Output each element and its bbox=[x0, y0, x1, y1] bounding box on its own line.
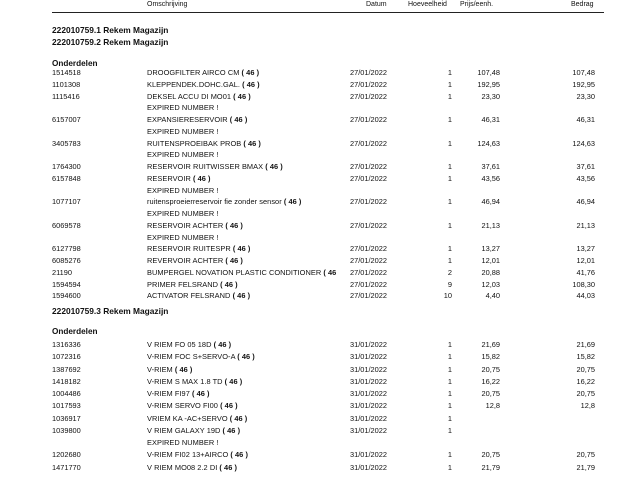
row-unit-price: 13,27 bbox=[481, 244, 500, 254]
row-amount: 44,03 bbox=[576, 291, 595, 301]
row-tag: ( 46 ) bbox=[224, 376, 243, 386]
row-code: 1017593 bbox=[52, 401, 81, 411]
row-date: 31/01/2022 bbox=[350, 352, 387, 362]
table-note-row bbox=[0, 102, 640, 113]
row-quantity: 1 bbox=[447, 401, 452, 411]
row-unit-price: 12,01 bbox=[481, 256, 500, 265]
row-amount: 43,56 bbox=[576, 173, 595, 183]
section-title: 222010759.2 Rekem Magazijn bbox=[52, 37, 169, 47]
table-row bbox=[0, 267, 640, 278]
row-tag: ( 46 ) bbox=[225, 256, 243, 265]
row-description-text: BUMPERGEL NOVATION PLASTIC CONDITIONER bbox=[147, 267, 322, 277]
table-row bbox=[0, 161, 640, 172]
row-quantity: 1 bbox=[447, 115, 452, 124]
row-description bbox=[147, 413, 247, 424]
table-row bbox=[0, 388, 640, 399]
row-code: 1471770 bbox=[52, 462, 81, 472]
row-unit-price: 4,40 bbox=[485, 291, 500, 301]
row-tag: ( 46 ) bbox=[174, 364, 193, 374]
row-description bbox=[147, 462, 237, 473]
row-description bbox=[147, 91, 251, 102]
row-amount: 192,95 bbox=[572, 79, 595, 89]
row-tag: ( 46 ) bbox=[191, 389, 210, 398]
row-code: 1418182 bbox=[52, 376, 81, 386]
row-unit-price: 20,75 bbox=[481, 389, 500, 398]
row-code: 1764300 bbox=[52, 162, 81, 171]
row-amount: 21,79 bbox=[576, 462, 595, 472]
row-tag: ( 46 ) bbox=[222, 425, 241, 435]
row-amount: 15,82 bbox=[576, 352, 595, 362]
row-description-text: V-RIEM SERVO FI00 bbox=[147, 401, 218, 411]
row-date: 31/01/2022 bbox=[350, 376, 387, 386]
row-quantity: 1 bbox=[447, 138, 452, 148]
row-tag: ( 46 ) bbox=[241, 68, 260, 77]
row-description bbox=[147, 161, 283, 172]
row-description-text: RESERVOIR RUITWISSER BMAX bbox=[147, 162, 264, 171]
table-row bbox=[0, 449, 640, 460]
row-amount: 124,63 bbox=[572, 138, 595, 148]
row-quantity: 1 bbox=[447, 364, 452, 374]
table-row bbox=[0, 425, 640, 436]
row-date: 31/01/2022 bbox=[350, 413, 387, 423]
row-code: 1077107 bbox=[52, 197, 81, 207]
row-description-text: EXPANSIERESERVOIR bbox=[147, 115, 228, 124]
row-amount: 12,8 bbox=[580, 401, 595, 411]
header-bedrag: Bedrag bbox=[571, 1, 594, 8]
row-unit-price: 43,56 bbox=[481, 173, 500, 183]
row-code: 21190 bbox=[52, 267, 73, 277]
row-tag: ( 46 ) bbox=[220, 279, 238, 289]
row-description-text: PRIMER FELSRAND bbox=[147, 279, 218, 289]
row-quantity: 1 bbox=[447, 425, 452, 435]
row-description bbox=[147, 102, 218, 113]
row-amount: 21,69 bbox=[576, 340, 595, 349]
row-quantity: 1 bbox=[447, 91, 452, 101]
table-row bbox=[0, 220, 640, 231]
row-description-text: RESERVOIR RUITESPR bbox=[147, 244, 231, 254]
row-quantity: 2 bbox=[447, 267, 452, 277]
row-date: 27/01/2022 bbox=[350, 256, 387, 265]
table-row bbox=[0, 413, 640, 424]
row-description bbox=[147, 449, 248, 460]
table-row bbox=[0, 339, 640, 350]
row-unit-price: 16,22 bbox=[481, 376, 500, 386]
row-description bbox=[147, 267, 336, 278]
row-code: 1039800 bbox=[52, 425, 81, 435]
row-description-text: DEKSEL ACCU DI MO01 bbox=[147, 91, 232, 101]
row-amount: 12,01 bbox=[576, 256, 595, 265]
row-description bbox=[147, 290, 250, 301]
row-code: 6069578 bbox=[52, 220, 81, 230]
row-code: 3405783 bbox=[52, 138, 81, 148]
row-date: 27/01/2022 bbox=[350, 279, 387, 289]
row-amount: 21,13 bbox=[576, 220, 595, 230]
row-description-text: EXPIRED NUMBER ! bbox=[147, 150, 219, 160]
row-date: 27/01/2022 bbox=[350, 162, 387, 171]
row-unit-price: 12,8 bbox=[485, 401, 500, 411]
row-unit-price: 20,88 bbox=[481, 267, 500, 277]
row-quantity: 1 bbox=[447, 68, 452, 77]
row-date: 27/01/2022 bbox=[350, 291, 387, 301]
row-description-text: EXPIRED NUMBER ! bbox=[147, 103, 219, 113]
row-quantity: 1 bbox=[447, 389, 452, 398]
row-description bbox=[147, 208, 218, 219]
row-description-text: V-RIEM FI02 13+AIRCO bbox=[147, 450, 229, 460]
row-tag: ( 46 ) bbox=[192, 173, 211, 183]
subsection-title: Onderdelen bbox=[52, 327, 98, 336]
row-description bbox=[147, 339, 231, 350]
row-description bbox=[147, 138, 261, 149]
table-row bbox=[0, 114, 640, 125]
table-note-row bbox=[0, 208, 640, 219]
table-row bbox=[0, 91, 640, 102]
row-quantity: 1 bbox=[447, 376, 452, 386]
table-note-row bbox=[0, 437, 640, 448]
row-code: 1316336 bbox=[52, 340, 81, 349]
row-code: 1036917 bbox=[52, 413, 81, 423]
row-tag: ( 46 ) bbox=[237, 352, 255, 362]
row-description-text: DROOGFILTER AIRCO CM bbox=[147, 68, 240, 77]
row-amount: 46,31 bbox=[576, 115, 595, 124]
column-header bbox=[0, 0, 640, 12]
row-date: 27/01/2022 bbox=[350, 79, 387, 89]
row-date: 31/01/2022 bbox=[350, 389, 387, 398]
row-description bbox=[147, 114, 247, 125]
row-unit-price: 107,48 bbox=[477, 68, 500, 77]
row-tag: ( 46 ) bbox=[230, 450, 248, 460]
row-amount: 37,61 bbox=[576, 162, 595, 171]
row-description bbox=[147, 376, 242, 387]
row-quantity: 9 bbox=[447, 279, 452, 289]
table-row bbox=[0, 376, 640, 387]
row-tag: ( 46 ) bbox=[229, 115, 248, 124]
row-amount: 20,75 bbox=[576, 364, 595, 374]
table-row bbox=[0, 290, 640, 301]
row-unit-price: 21,79 bbox=[481, 462, 500, 472]
row-description bbox=[147, 400, 238, 411]
row-description bbox=[147, 173, 211, 184]
row-amount: 13,27 bbox=[576, 244, 595, 254]
table-row bbox=[0, 351, 640, 362]
row-unit-price: 46,94 bbox=[481, 197, 500, 207]
row-tag: ( 46 ) bbox=[225, 220, 243, 230]
row-quantity: 1 bbox=[447, 244, 452, 254]
row-code: 6157007 bbox=[52, 115, 81, 124]
row-quantity: 1 bbox=[447, 413, 452, 423]
row-unit-price: 20,75 bbox=[481, 364, 500, 374]
row-description-text: EXPIRED NUMBER ! bbox=[147, 126, 219, 136]
table-note-row bbox=[0, 185, 640, 196]
header-omschrijving: Omschrijving bbox=[147, 1, 188, 8]
row-description bbox=[147, 364, 192, 375]
table-row bbox=[0, 279, 640, 290]
row-description bbox=[147, 388, 210, 399]
row-unit-price: 20,75 bbox=[481, 450, 500, 460]
row-tag: ( 46 ) bbox=[220, 401, 238, 411]
row-date: 31/01/2022 bbox=[350, 401, 387, 411]
row-tag: ( 46 ) bbox=[265, 162, 283, 171]
table-row bbox=[0, 173, 640, 184]
row-quantity: 1 bbox=[447, 340, 452, 349]
table-row bbox=[0, 196, 640, 207]
row-date: 31/01/2022 bbox=[350, 462, 387, 472]
header-prijs: Prijs/eenh. bbox=[460, 1, 494, 8]
row-description-text: ruitensproeierreservoir fie zonder sensor bbox=[147, 197, 282, 207]
row-description-text: V-RIEM FOC S+SERVO-A bbox=[147, 352, 236, 362]
row-unit-price: 21,69 bbox=[481, 340, 500, 349]
row-description-text: KLEPPENDEK.DOHC.GAL. bbox=[147, 79, 241, 89]
row-description-text: REVERVOIR ACHTER bbox=[147, 256, 224, 265]
row-unit-price: 21,13 bbox=[481, 220, 500, 230]
row-tag: ( 46 ) bbox=[283, 197, 302, 207]
row-amount: 20,75 bbox=[576, 450, 595, 460]
row-quantity: 1 bbox=[447, 197, 452, 207]
row-description-text: V-RIEM S MAX 1.8 TD bbox=[147, 376, 223, 386]
row-description-text: V-RIEM FI97 bbox=[147, 389, 190, 398]
row-description-text: EXPIRED NUMBER ! bbox=[147, 209, 219, 218]
row-unit-price: 15,82 bbox=[481, 352, 500, 362]
row-code: 1101308 bbox=[52, 79, 81, 89]
row-description-text: EXPIRED NUMBER ! bbox=[147, 438, 219, 447]
row-tag: ( 46 ) bbox=[219, 462, 237, 472]
row-quantity: 1 bbox=[447, 450, 452, 460]
row-tag: ( 46 ) bbox=[213, 340, 232, 349]
row-code: 6127798 bbox=[52, 244, 81, 254]
table-row bbox=[0, 462, 640, 473]
row-description-text: V-RIEM bbox=[147, 364, 173, 374]
row-date: 31/01/2022 bbox=[350, 450, 387, 460]
table-row bbox=[0, 255, 640, 266]
row-unit-price: 192,95 bbox=[477, 79, 500, 89]
row-description-text: RUITENSPROEIBAK PROB bbox=[147, 138, 242, 148]
header-divider bbox=[52, 12, 604, 13]
row-description-text: RESERVOIR ACHTER bbox=[147, 220, 224, 230]
table-row bbox=[0, 79, 640, 90]
row-description-text: V RIEM FO 05 18D bbox=[147, 340, 212, 349]
row-description bbox=[147, 437, 218, 448]
row-description bbox=[147, 279, 238, 290]
row-date: 27/01/2022 bbox=[350, 197, 387, 207]
header-hoeveelheid: Hoeveelheid bbox=[408, 1, 447, 8]
row-tag: ( 46 ) bbox=[232, 291, 251, 301]
row-tag: ( 46 ) bbox=[242, 79, 260, 89]
row-description bbox=[147, 149, 218, 160]
row-description bbox=[147, 67, 259, 78]
row-code: 1115416 bbox=[52, 91, 80, 101]
row-code: 6085276 bbox=[52, 256, 81, 265]
row-amount: 108,30 bbox=[572, 279, 595, 289]
row-quantity: 1 bbox=[447, 220, 452, 230]
row-description-text: V RIEM GALAXY 19D bbox=[147, 425, 221, 435]
row-quantity: 10 bbox=[443, 291, 452, 301]
row-date: 27/01/2022 bbox=[350, 115, 387, 124]
row-code: 1202680 bbox=[52, 450, 81, 460]
row-tag: ( 46 ) bbox=[243, 138, 261, 148]
row-tag: ( 46 ) bbox=[233, 91, 251, 101]
table-row bbox=[0, 67, 640, 78]
row-amount: 41,76 bbox=[576, 267, 595, 277]
row-code: 1072316 bbox=[52, 352, 81, 362]
row-code: 6157848 bbox=[52, 173, 81, 183]
row-quantity: 1 bbox=[447, 256, 452, 265]
row-quantity: 1 bbox=[447, 462, 452, 472]
row-date: 31/01/2022 bbox=[350, 425, 387, 435]
table-note-row bbox=[0, 232, 640, 243]
section-title: 222010759.3 Rekem Magazijn bbox=[52, 306, 169, 316]
row-quantity: 1 bbox=[447, 162, 452, 171]
row-description bbox=[147, 255, 243, 266]
row-amount: 20,75 bbox=[576, 389, 595, 398]
row-date: 27/01/2022 bbox=[350, 267, 387, 277]
row-description-text: EXPIRED NUMBER ! bbox=[147, 232, 219, 242]
row-description-text: ACTIVATOR FELSRAND bbox=[147, 291, 231, 301]
row-unit-price: 37,61 bbox=[481, 162, 500, 171]
row-amount: 23,30 bbox=[576, 91, 595, 101]
row-code: 1387692 bbox=[52, 364, 81, 374]
subsection-title: Onderdelen bbox=[52, 59, 98, 68]
row-date: 27/01/2022 bbox=[350, 91, 387, 101]
header-datum: Datum bbox=[366, 1, 387, 8]
row-date: 27/01/2022 bbox=[350, 68, 387, 77]
table-note-row bbox=[0, 126, 640, 137]
row-tag: ( 46 ) bbox=[229, 413, 248, 423]
row-description bbox=[147, 243, 250, 254]
row-date: 31/01/2022 bbox=[350, 364, 387, 374]
row-unit-price: 23,30 bbox=[481, 91, 500, 101]
row-quantity: 1 bbox=[447, 352, 452, 362]
row-description-text: V RIEM MO08 2.2 DI bbox=[147, 462, 218, 472]
row-code: 1594600 bbox=[52, 291, 81, 301]
row-tag: ( 46 ) bbox=[232, 244, 251, 254]
row-tag: ( 46 bbox=[323, 267, 337, 277]
row-description bbox=[147, 79, 260, 90]
table-note-row bbox=[0, 149, 640, 160]
row-amount: 107,48 bbox=[572, 68, 595, 77]
row-description bbox=[147, 185, 218, 196]
row-description bbox=[147, 351, 255, 362]
row-quantity: 1 bbox=[447, 173, 452, 183]
row-description-text: EXPIRED NUMBER ! bbox=[147, 185, 219, 195]
row-amount: 46,94 bbox=[576, 197, 595, 207]
row-amount: 16,22 bbox=[576, 376, 595, 386]
table-row bbox=[0, 400, 640, 411]
row-code: 1594594 bbox=[52, 279, 81, 289]
row-quantity: 1 bbox=[447, 79, 452, 89]
row-code: 1004486 bbox=[52, 389, 81, 398]
row-description bbox=[147, 196, 301, 207]
row-date: 27/01/2022 bbox=[350, 220, 387, 230]
row-description bbox=[147, 126, 218, 137]
table-row bbox=[0, 243, 640, 254]
row-description bbox=[147, 220, 243, 231]
row-description bbox=[147, 425, 240, 436]
row-unit-price: 12,03 bbox=[481, 279, 500, 289]
table-row bbox=[0, 364, 640, 375]
row-date: 31/01/2022 bbox=[350, 340, 387, 349]
row-description bbox=[147, 232, 218, 243]
row-unit-price: 124,63 bbox=[477, 138, 500, 148]
row-description-text: VRIEM KA -AC+SERVO bbox=[147, 413, 228, 423]
row-date: 27/01/2022 bbox=[350, 173, 387, 183]
section-title: 222010759.1 Rekem Magazijn bbox=[52, 25, 169, 35]
row-unit-price: 46,31 bbox=[481, 115, 500, 124]
row-date: 27/01/2022 bbox=[350, 138, 387, 148]
row-description-text: RESERVOIR bbox=[147, 173, 191, 183]
table-row bbox=[0, 138, 640, 149]
row-date: 27/01/2022 bbox=[350, 244, 387, 254]
row-code: 1514518 bbox=[52, 68, 81, 77]
